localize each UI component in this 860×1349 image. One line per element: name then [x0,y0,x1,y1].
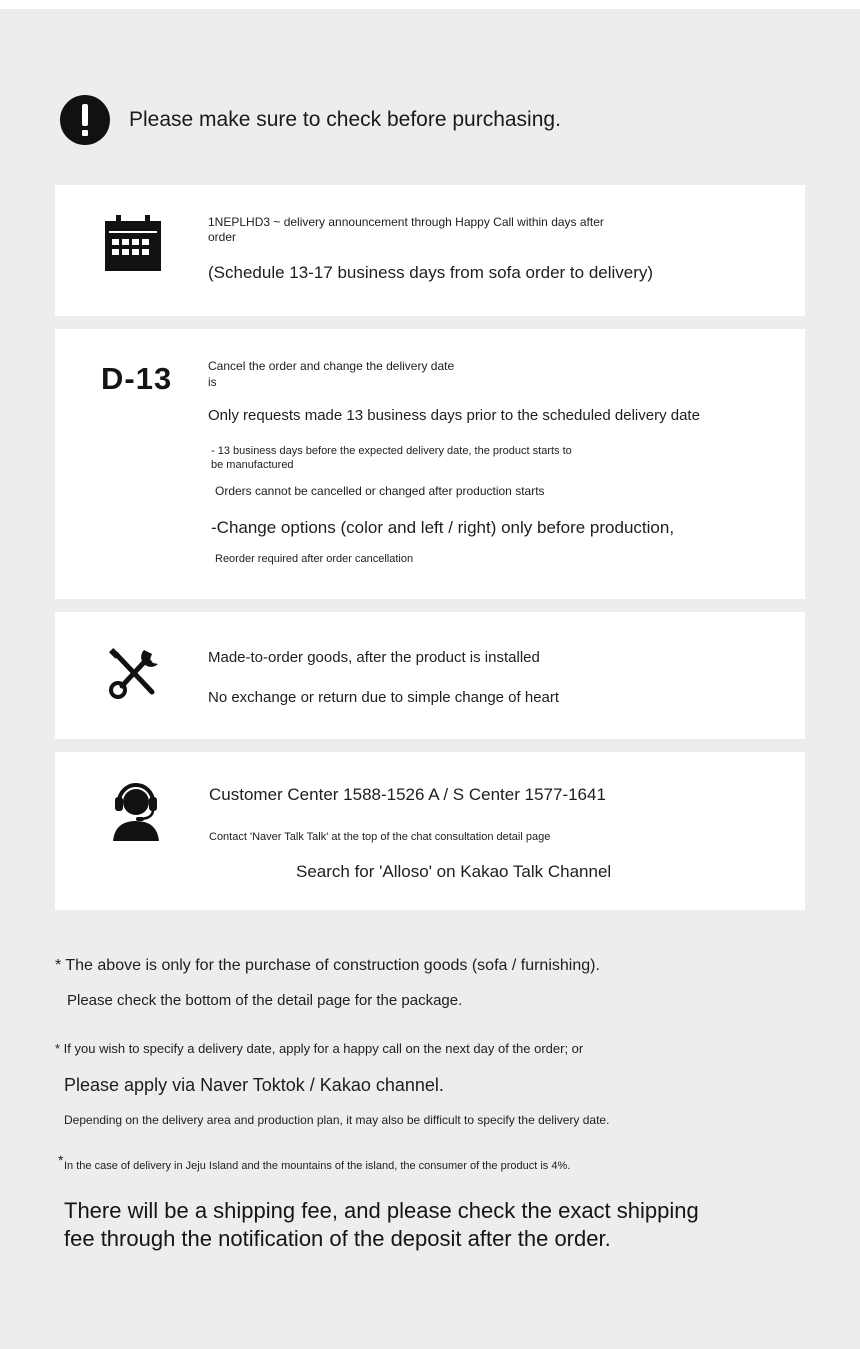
note-3b: There will be a shipping fee, and please check the exact shipping [64,1198,699,1223]
note-2: * If you wish to specify a delivery date, apply for a happy call on the next day of the order; or [55,1041,584,1056]
return-line-1: Made-to-order goods, after the product is installed [208,649,540,666]
contact-phone-line: Customer Center 1588-1526 A / S Center 1577-1641 [209,785,606,804]
cancel-line-1b: is [208,375,217,389]
delivery-info-card [55,185,805,316]
note-3-mark: * [58,1152,64,1168]
cancel-line-2: Only requests made 13 business days prior to the scheduled delivery date [208,407,700,424]
cancel-line-6: Reorder required after order cancellation [215,553,414,565]
note-3c: fee through the notification of the deposit after the order. [64,1226,611,1251]
contact-card [55,752,805,910]
cancel-policy-card [55,329,805,599]
note-1b: Please check the bottom of the detail page for the package. [67,992,463,1009]
note-2c: Depending on the delivery area and production plan, it may also be difficult to specify the delivery date. [64,1113,610,1127]
contact-line-3: Search for 'Alloso' on Kakao Talk Channel [296,862,612,881]
note-3: In the case of delivery in Jeju Island and the mountains of the island, the consumer of the product is 4%. [64,1160,571,1172]
return-line-2: No exchange or return due to simple change of heart [208,689,560,706]
return-policy-card [55,612,805,739]
note-2b: Please apply via Naver Toktok / Kakao channel. [64,1075,444,1095]
cancel-line-5: -Change options (color and left / right) only before production, [211,518,675,537]
page-header [60,95,561,145]
delivery-schedule: (Schedule 13-17 business days from sofa order to delivery) [208,263,654,282]
d13-badge: D-13 [101,361,173,396]
delivery-line-1: 1NEPLHD3 ~ delivery announcement through Happy Call within days after [208,215,604,229]
calendar-icon [105,215,161,276]
top-strip [0,0,860,9]
contact-line-2: Contact 'Naver Talk Talk' at the top of the chat consultation detail page [209,831,551,843]
cancel-line-3b: be manufactured [211,459,294,471]
cancel-line-4: Orders cannot be cancelled or changed after production starts [215,484,545,498]
delivery-line-1b: order [208,230,237,244]
page-title: Please make sure to check before purchasing. [129,108,561,131]
cancel-line-1: Cancel the order and change the delivery date [208,359,455,373]
customer-service-icon [111,778,161,847]
exclamation-icon [60,95,110,145]
tools-icon [108,648,160,705]
cancel-line-3: - 13 business days before the expected delivery date, the product starts to [211,445,572,457]
note-1: * The above is only for the purchase of construction goods (sofa / furnishing). [55,957,600,974]
